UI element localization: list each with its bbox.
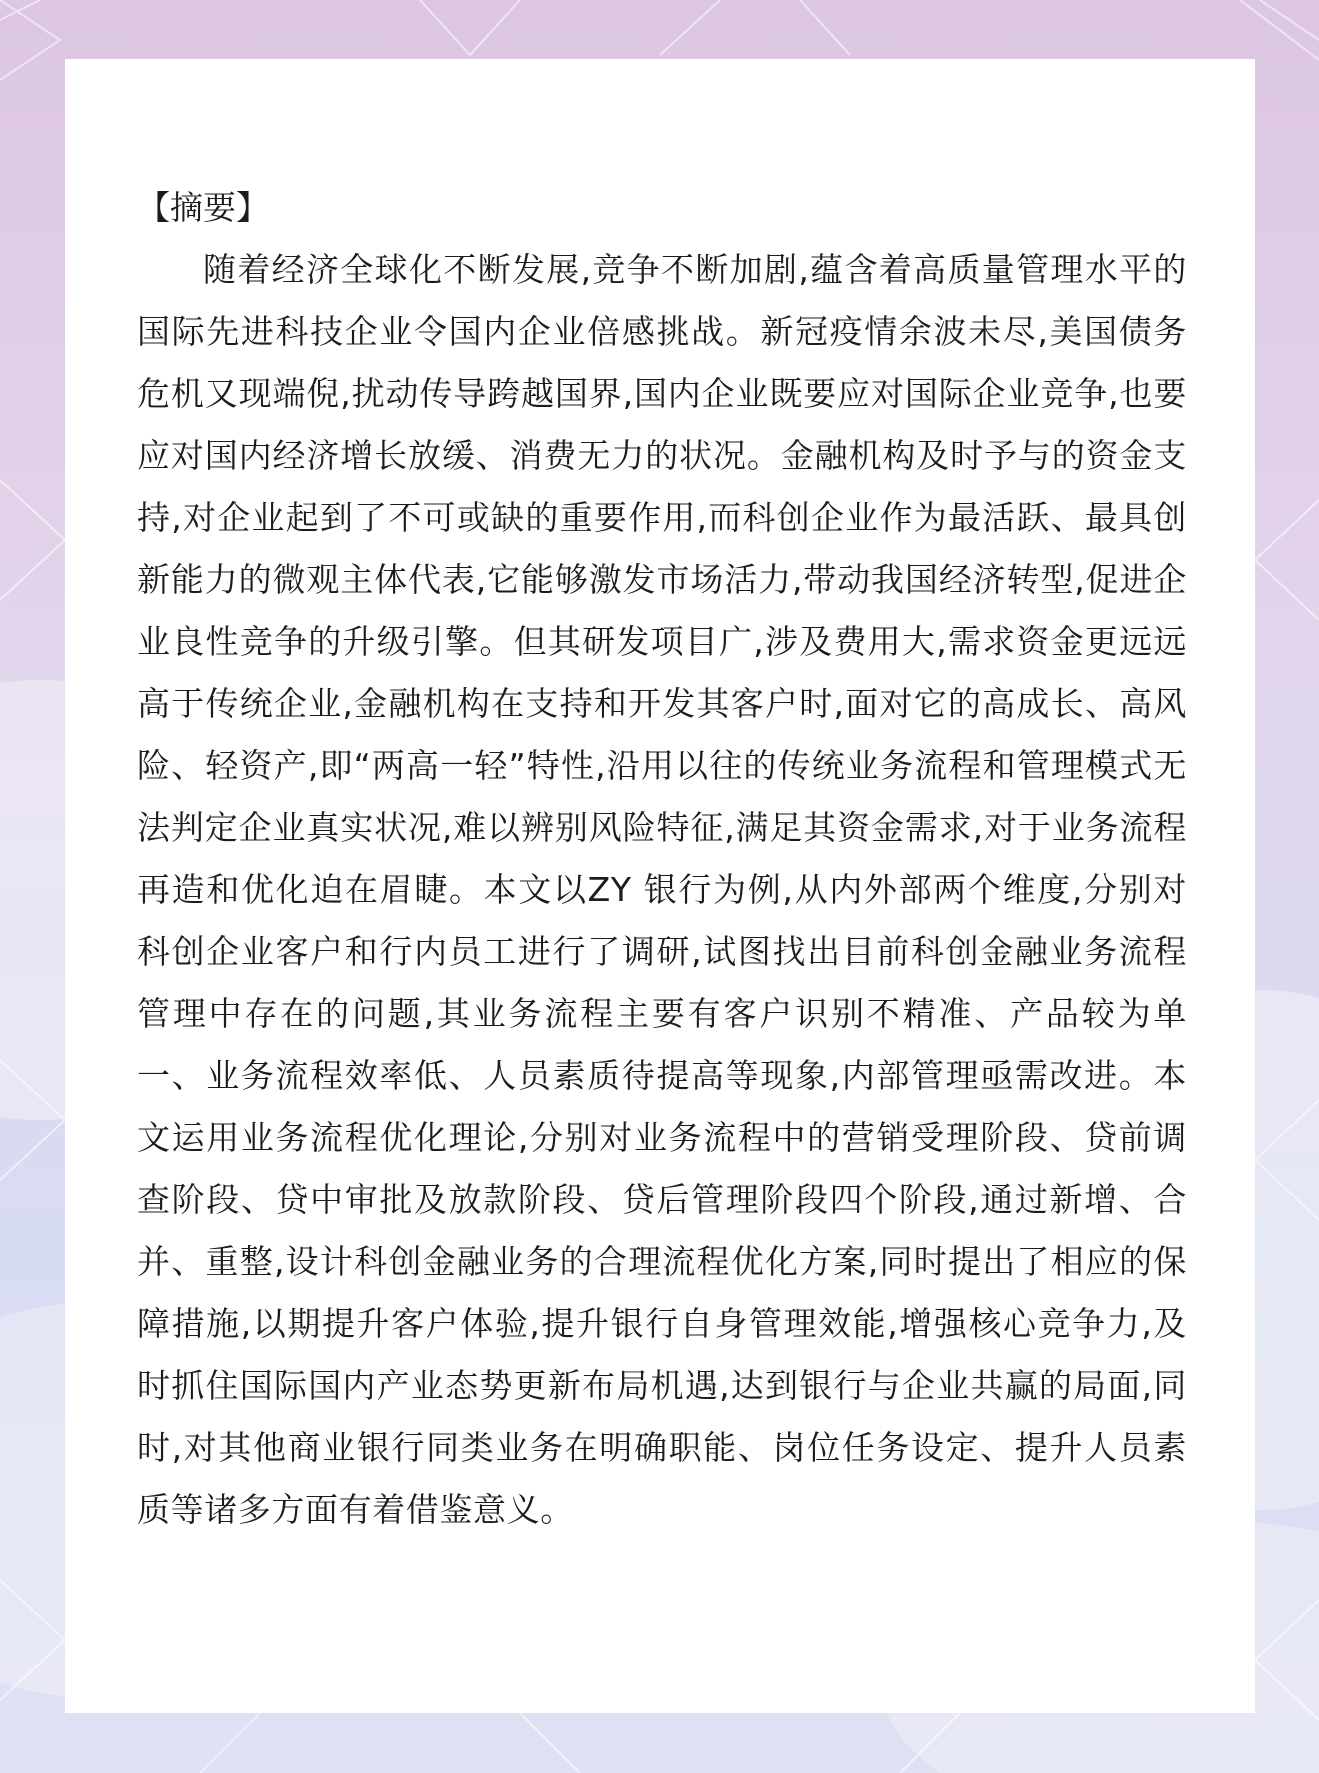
abstract-section xyxy=(137,177,1187,1541)
abstract-body: 随着经济全球化不断发展,竞争不断加剧,蕴含着高质量管理水平的国际先进科技企业令国内企业倍感挑战。新冠疫情余波未尽,美国债务危机又现端倪,扰动传导跨越国界,国内企业既要应对国际企业竞争,也要应对国内经济增长放缓、消费无力的状况。金融机构及时予与的资金支持,对企业起到了不可或缺的重要作用,而科创企业作为最活跃、最具创新能力的微观主体代表,它能够激发市场活力,带动我国经济转型,促进企业良性竞争的升级引擎。但其研发项目广,涉及费用大,需求资金更远远高于传统企业,金融机构在支持和开发其客户时,面对它的高成长、高风险、轻资产,即“两高一轻”特性,沿用以往的传统业务流程和管理模式无法判定企业真实状况,难以辨别风险特征,满足其资金需求,对于业务流程再造和优化迫在眉睫。本文以ZY 银行为例,从内外部两个维度,分别对科创企业客户和行内员工进行了调研,试图找出目前科创金融业务流程管理中存在的问题,其业务流程主要有客户识别不精准、产品较为单一、业务流程效率低、人员素质待提高等现象,内部管理亟需改进。本文运用业务流程优化理论,分别对业务流程中的营销受理阶段、贷前调查阶段、贷中审批及放款阶段、贷后管理阶段四个阶段,通过新增、合并、重整,设计科创金融业务的合理流程优化方案,同时提出了相应的保障措施,以期提升客户体验,提升银行自身管理效能,增强核心竞争力,及时抓住国际国内产业态势更新布局机遇,达到银行与企业共赢的局面,同时,对其他商业银行同类业务在明确职能、岗位任务设定、提升人员素质等诸多方面有着借鉴意义。 xyxy=(137,250,1187,1529)
abstract-heading: 【摘要】 xyxy=(137,188,269,227)
document-card xyxy=(65,59,1255,1713)
